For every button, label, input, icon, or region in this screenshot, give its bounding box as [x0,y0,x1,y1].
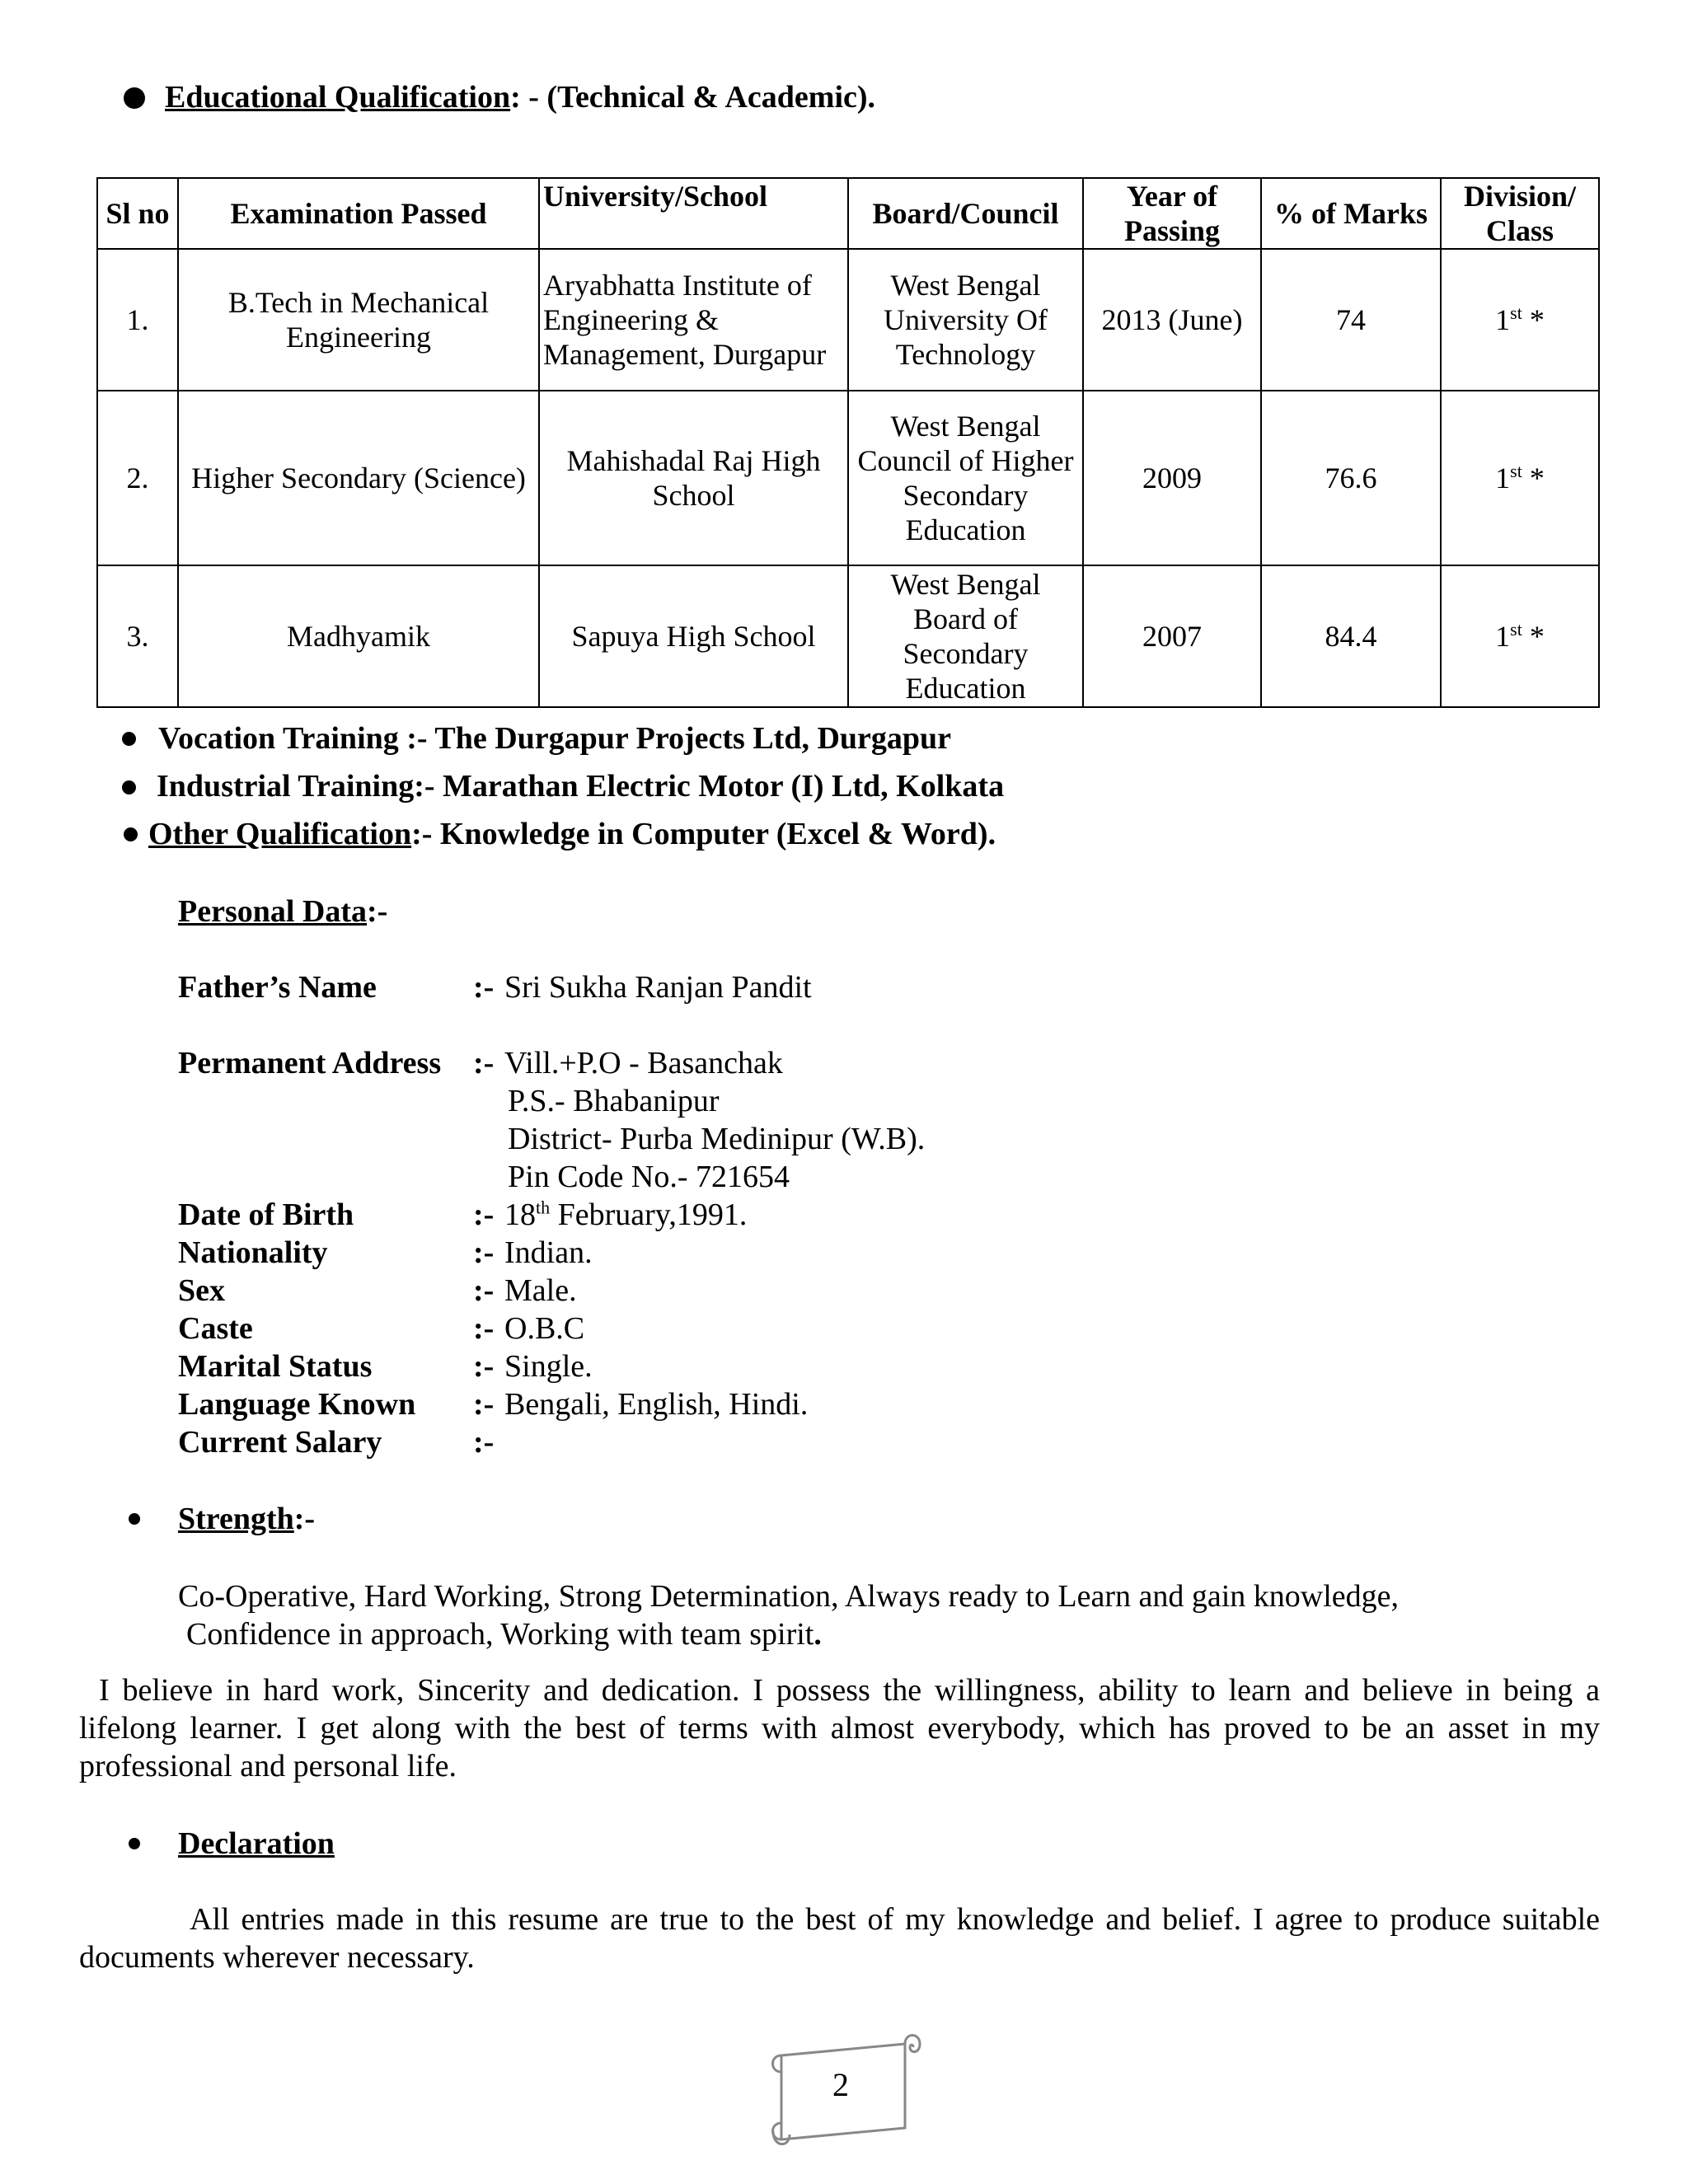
page-footer-scroll [767,2027,923,2151]
bullet-icon [129,1838,140,1849]
dob-value: 18th February,1991. [504,1197,748,1232]
nationality-value: Indian. [504,1235,593,1270]
col-header-exam: Examination Passed [178,178,539,249]
address-line-1: Vill.+P.O - Basanchak [504,1046,783,1080]
col-header-year: Year of Passing [1083,178,1261,249]
bullet-icon [122,732,136,746]
table-header-row [97,178,1599,249]
cell-sl: 2. [97,391,178,565]
other-qualification-value: :- Knowledge in Computer (Excel & Word). [411,817,996,851]
cell-sl: 1. [97,249,178,391]
bullet-icon [122,780,136,794]
address-label: Permanent Address [178,1046,442,1080]
bullet-icon [129,1513,140,1525]
cell-sl: 3. [97,565,178,707]
table-row [97,249,1599,391]
cell-exam: B.Tech in Mechanical Engineering [178,249,539,391]
strength-heading: Strength:- [178,1502,316,1536]
col-header-board: Board/Council [848,178,1083,249]
address-line-4: Pin Code No.- 721654 [508,1160,790,1194]
cell-board: West Bengal University Of Technology [848,249,1083,391]
cell-division: 1st * [1441,565,1599,707]
bullet-icon [124,87,145,109]
cell-exam: Madhyamik [178,565,539,707]
cell-exam: Higher Secondary (Science) [178,391,539,565]
cell-marks: 74 [1261,249,1441,391]
statement-paragraph: I believe in hard work, Sincerity and dedication. I possess the willingness, ability to learn and believe in being a lifelong learner. I get along with the best of terms with almost everybody, which has proved to be an asset in my professional and personal life. [79,1673,1600,1783]
caste-label: Caste [178,1311,253,1346]
cell-year: 2007 [1083,565,1261,707]
cell-university: Mahishadal Raj High School [539,391,848,565]
strength-line-2: Confidence in approach, Working with team spirit. [186,1617,822,1652]
declaration-text: All entries made in this resume are true to the best of my knowledge and belief. I agree to produce suitable documents wherever necessary. [79,1902,1600,1975]
personal-data-heading: Personal Data:- [178,894,388,929]
address-line-3: District- Purba Medinipur (W.B). [508,1122,926,1156]
strength-line-1: Co-Operative, Hard Working, Strong Determination, Always ready to Learn and gain knowledge, [178,1579,1400,1614]
caste-value: O.B.C [504,1311,585,1346]
father-name-sep: :- [473,970,495,1005]
language-label: Language Known [178,1387,416,1422]
cell-board: West Bengal Council of Higher Secondary Education [848,391,1083,565]
father-name-label: Father’s Name [178,970,377,1005]
caste-sep: :- [473,1311,495,1346]
nationality-label: Nationality [178,1235,328,1270]
cell-marks: 84.4 [1261,565,1441,707]
dob-sep: :- [473,1197,495,1232]
cell-university: Sapuya High School [539,565,848,707]
table-row [97,565,1599,707]
cell-university: Aryabhatta Institute of Engineering & Management, Durgapur [539,249,848,391]
cell-board: West Bengal Board of Secondary Education [848,565,1083,707]
col-header-sl: Sl no [97,178,178,249]
sex-label: Sex [178,1273,225,1308]
language-sep: :- [473,1387,495,1422]
other-qualification-label: Other Qualification [148,817,412,851]
col-header-marks: % of Marks [1261,178,1441,249]
education-table [96,177,1600,708]
father-name-value: Sri Sukha Ranjan Pandit [504,970,812,1005]
table-row [97,391,1599,565]
address-line-2: P.S.- Bhabanipur [508,1084,720,1118]
declaration-heading: Declaration [178,1826,335,1861]
cell-division: 1st * [1441,391,1599,565]
page-number: 2 [832,2066,849,2103]
marital-status-sep: :- [473,1349,495,1384]
salary-sep: :- [473,1425,495,1460]
language-value: Bengali, English, Hindi. [504,1387,809,1422]
education-heading [165,79,875,115]
address-sep: :- [473,1046,495,1080]
cell-division: 1st * [1441,249,1599,391]
cell-year: 2013 (June) [1083,249,1261,391]
col-header-university: University/School [539,178,848,249]
cell-year: 2009 [1083,391,1261,565]
marital-status-value: Single. [504,1349,593,1384]
other-qualification [148,816,996,852]
bullet-icon [124,827,138,841]
salary-label: Current Salary [178,1425,382,1460]
education-heading-label: Educational Qualification [165,80,511,115]
marital-status-label: Marital Status [178,1349,373,1384]
col-header-division: Division/ Class [1441,178,1599,249]
nationality-sep: :- [473,1235,495,1270]
sex-sep: :- [473,1273,495,1308]
industrial-training: Industrial Training:- Marathan Electric Motor (I) Ltd, Kolkata [157,769,1005,804]
sex-value: Male. [504,1273,577,1308]
dob-label: Date of Birth [178,1197,354,1232]
cell-marks: 76.6 [1261,391,1441,565]
vocation-training: Vocation Training :- The Durgapur Projects Ltd, Durgapur [158,721,952,756]
education-heading-suffix: : - (Technical & Academic). [510,80,876,115]
